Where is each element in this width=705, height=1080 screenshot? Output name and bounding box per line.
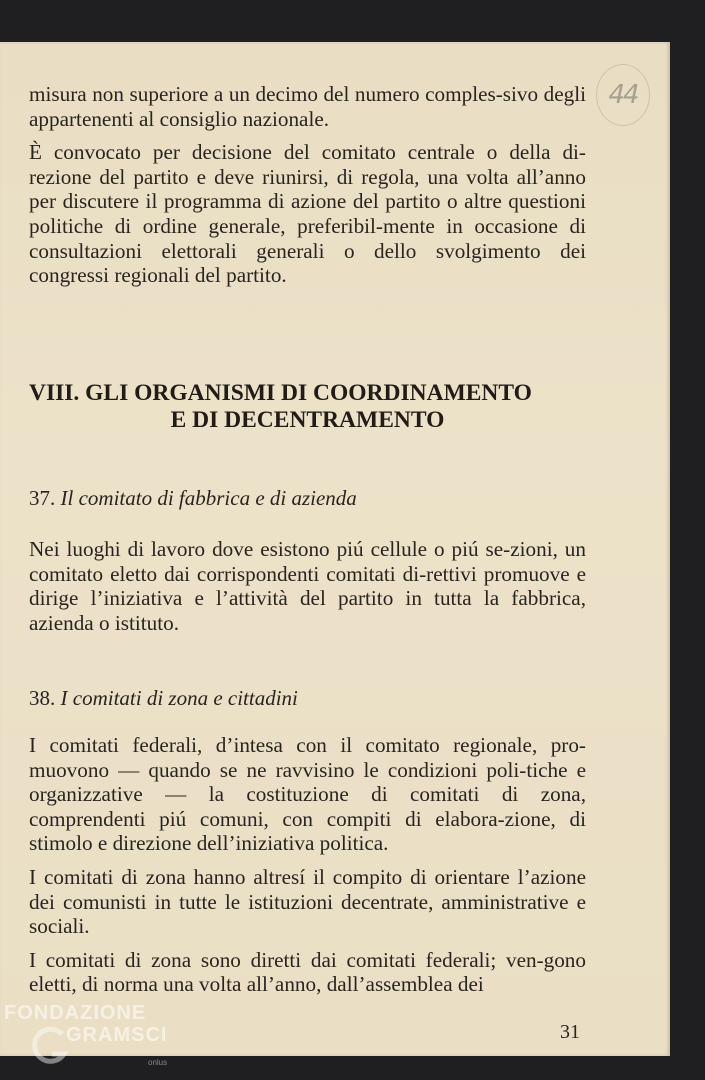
document-page [0, 42, 670, 1056]
section-37-heading [29, 486, 357, 511]
chapter-title-line-1: VIII. GLI ORGANISMI DI COORDINAMENTO [29, 380, 532, 406]
section-38-body [29, 733, 586, 997]
section-37-paragraph-1: Nei luoghi di lavoro dove esistono piú cellule o piú se-zioni, un comitato eletto dai corrispondenti comitati di-rettivi promuove e dirige l’iniziativa e l’attività del partito in tutta la fabbrica, azienda o istituto. [29, 537, 586, 635]
chapter-title-line-2: E DI DECENTRAMENTO [170, 407, 445, 433]
section-37-body [29, 537, 586, 635]
intro-paragraph-1: misura non superiore a un decimo del numero comples-sivo degli appartenenti al consiglio nazionale. [29, 82, 586, 131]
intro-paragraph-2: È convocato per decisione del comitato centrale o della di-rezione del partito e deve riunirsi, di regola, una volta all’anno per discutere il programma di azione del partito o altre questioni politiche di ordine generale, preferibil-mente in occasione di consultazioni elettorali generali o dello svolgimento dei congressi regionali del partito. [29, 140, 586, 288]
watermark-line-1: FONDAZIONE [4, 1002, 147, 1024]
page-number: 31 [560, 1021, 580, 1043]
handwritten-page-note: 44 [596, 64, 650, 126]
section-38-number: 38. [29, 686, 56, 710]
section-38-heading [29, 686, 298, 711]
section-37-title: Il comitato di fabbrica e di azienda [60, 486, 357, 510]
intro-text [29, 82, 586, 288]
watermark [4, 1002, 168, 1067]
section-38-paragraph-2: I comitati di zona hanno altresí il compito di orientare l’azione dei comunisti in tutte le istituzioni decentrate, amministrative e sociali. [29, 864, 586, 939]
chapter-title [29, 380, 586, 434]
watermark-sub: onlus [148, 1058, 168, 1067]
section-38-title: I comitati di zona e cittadini [60, 686, 298, 710]
section-37-number: 37. [29, 486, 56, 510]
section-38-paragraph-3: I comitati di zona sono diretti dai comitati federali; ven-gono eletti, di norma una volta all’anno, dall’assemblea dei [29, 947, 586, 997]
section-38-paragraph-1: I comitati federali, d’intesa con il comitato regionale, pro-muovono — quando se ne ravvisino le condizioni poli-tiche e organizzative — la costituzione di comitati di zona, comprendenti piú comuni, con compiti di elabora-zione, di stimolo e direzione dell’iniziativa politica. [29, 733, 586, 856]
watermark-line-2: GRAMSCI [66, 1024, 168, 1046]
